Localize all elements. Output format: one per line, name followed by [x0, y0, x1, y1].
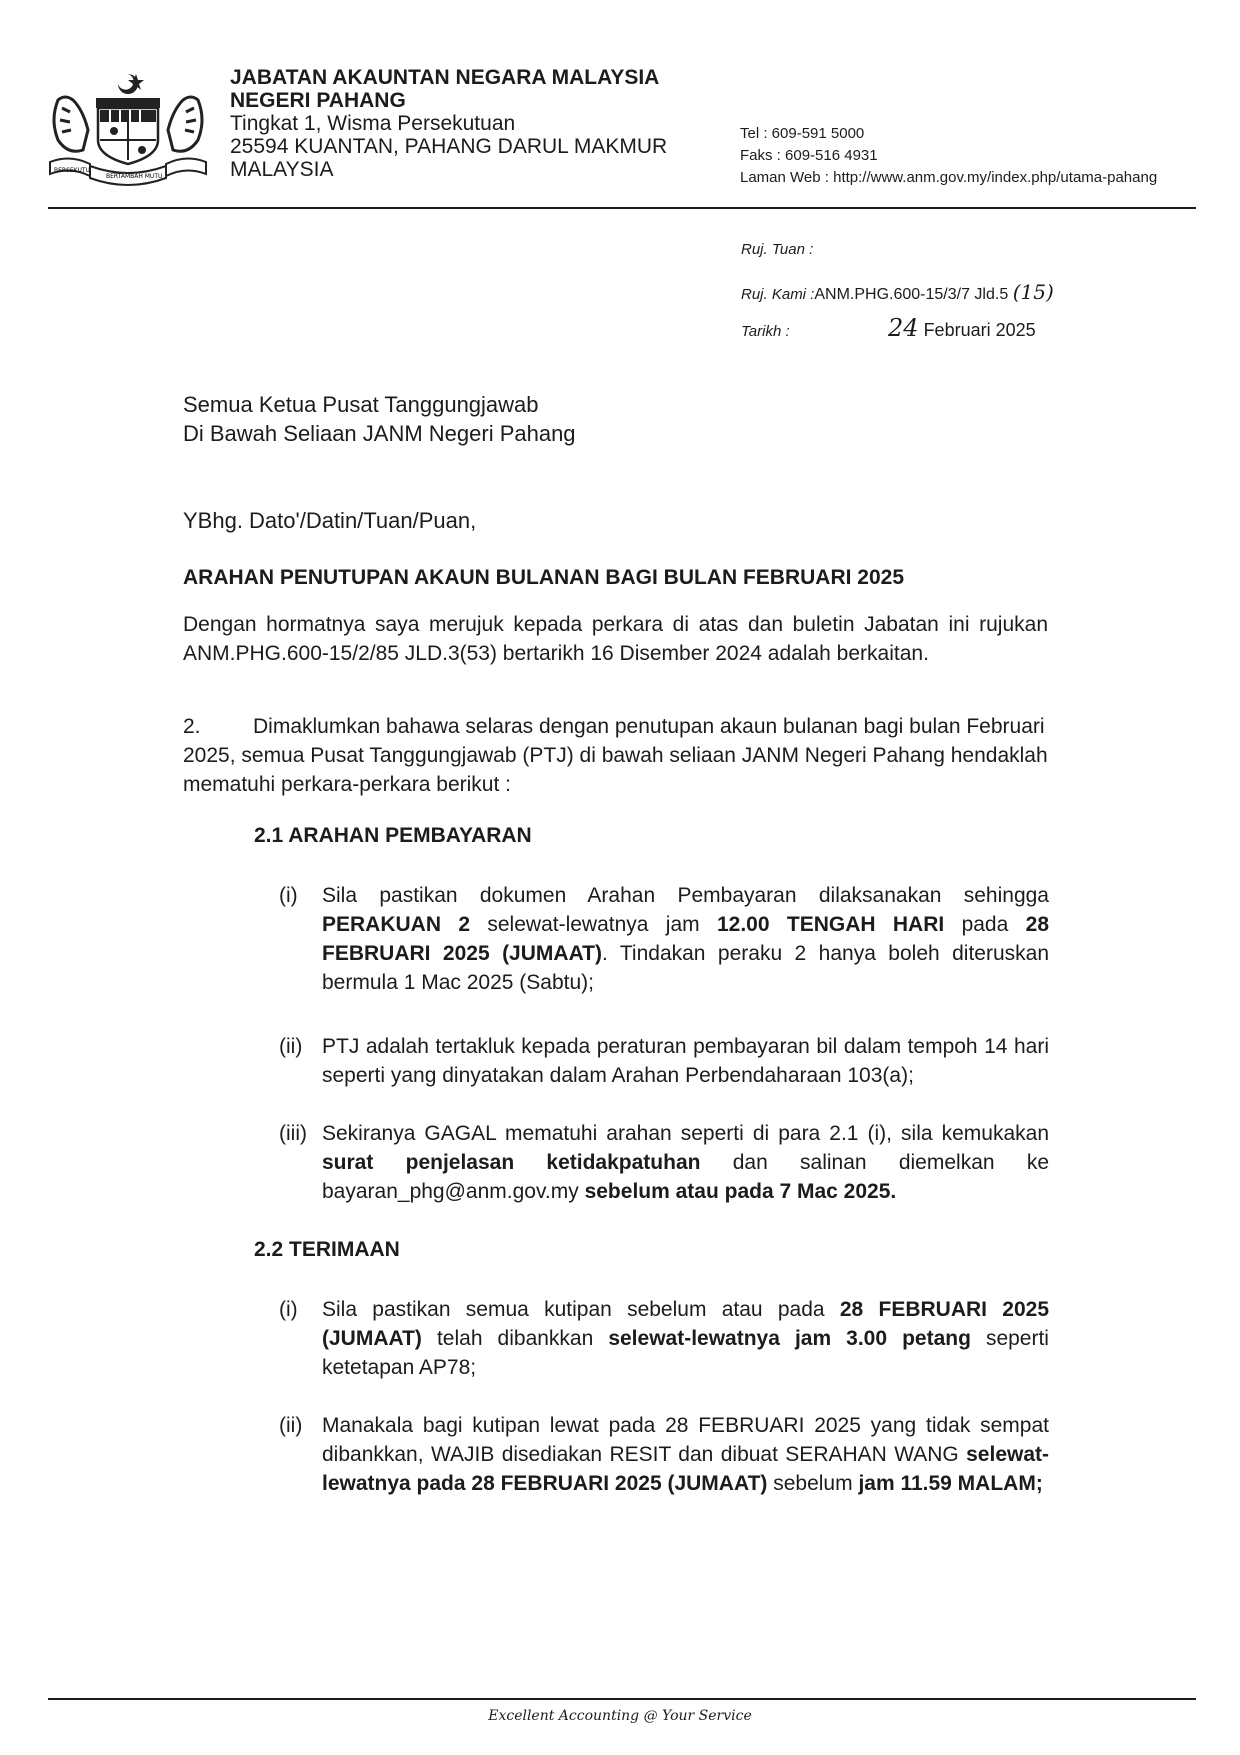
address-line: MALAYSIA: [230, 158, 334, 181]
footer-tagline: Excellent Accounting @ Your Service: [488, 1708, 752, 1724]
ref-kami-value: ANM.PHG.600-15/3/7 Jld.5: [814, 286, 1009, 303]
section-2-2-title: 2.2 TERIMAAN: [254, 1238, 400, 1261]
date-value: [888, 314, 1036, 342]
ref-date: Tarikh :: [741, 323, 790, 340]
recipient: Semua Ketua Pusat Tanggungjawab Di Bawah Seliaan JANM Negeri Pahang: [183, 392, 576, 446]
subject-heading: ARAHAN PENUTUPAN AKAUN BULANAN BAGI BULAN FEBRUARI 2025: [183, 566, 905, 589]
coat-of-arms-logo: [48, 70, 208, 190]
ref-kami: Ruj. Kami :ANM.PHG.600-15/3/7 Jld.5 (15): [741, 280, 1054, 304]
footer-divider: [48, 1698, 1196, 1700]
ref-kami-handwritten: (15): [1012, 280, 1054, 304]
section-2-1-title: 2.1 ARAHAN PEMBAYARAN: [254, 824, 532, 847]
fax: Faks : 609-516 4931: [740, 147, 878, 164]
address-line: Tingkat 1, Wisma Persekutuan: [230, 112, 516, 135]
svg-text:BERTAMBAH MUTU: BERTAMBAH MUTU: [106, 173, 163, 180]
paragraph-number: 2.: [183, 715, 201, 738]
telephone: Tel : 609-591 5000: [740, 125, 865, 142]
date-month-year: Februari 2025: [923, 320, 1036, 340]
paragraph-1: Dengan hormatnya saya merujuk kepada perkara di atas dan buletin Jabatan ini rujukan ANM.PHG.600-15/2/85 JLD.3(53) bertarikh 16 Disember 2024 adalah berkaitan.: [183, 613, 1048, 665]
website: Laman Web : http://www.anm.gov.my/index.php/utama-pahang: [740, 169, 1158, 186]
letterhead-contact: [740, 123, 1157, 189]
salutation: YBhg. Dato'/Datin/Tuan/Puan,: [183, 508, 477, 533]
address-line: 25594 KUANTAN, PAHANG DARUL MAKMUR: [230, 135, 668, 158]
org-name: JABATAN AKAUNTAN NEGARA MALAYSIA: [230, 66, 660, 89]
paragraph-2: 2. Dimaklumkan bahawa selaras dengan penutupan akaun bulanan bagi bulan Februari 2025, semua Pusat Tanggungjawab (PTJ) di bawah seliaan JANM Negeri Pahang hendaklah mematuhi perkara-perkara berikut :: [183, 712, 1048, 799]
ref-tuan: Ruj. Tuan :: [741, 241, 814, 258]
svg-text:BERSEKUTU: BERSEKUTU: [54, 167, 90, 174]
org-state: NEGERI PAHANG: [230, 89, 406, 112]
date-day-handwritten: 24: [888, 314, 919, 342]
letterhead-organisation: [230, 66, 667, 181]
header-divider: [48, 207, 1196, 209]
